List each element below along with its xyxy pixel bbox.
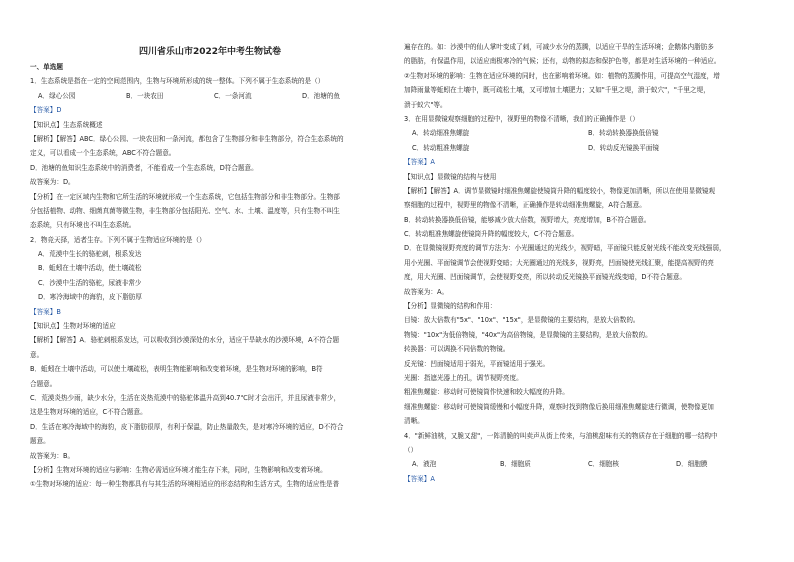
option: A．转动细准焦螺旋 (412, 129, 470, 138)
text-line: 1．生态系统是指在一定的空间范围内，生物与环境所形成的统一整体。下列不属于生态系统的是（） (30, 77, 325, 86)
answer-line: 【答案】A (404, 474, 435, 483)
text-line: ②生物对环境的影响：生物在适应环境的同时，也在影响着环境。如：植物的蒸腾作用，可提高空气湿度，增 (404, 71, 720, 80)
text-line: 【分析】在一定区域内生物和它所生活的环境就形成一个生态系统，它包括生物部分和非生物部分。生物部 (30, 192, 340, 201)
option: C．细胞核 (588, 460, 619, 469)
text-line: 题意。 (30, 437, 50, 446)
text-line: A．荒漠中生长的骆驼刺，根系发达 (38, 250, 142, 259)
text-line: 2．物竞天择，适者生存。下列不属于生物适应环境的是（） (30, 235, 206, 244)
right-column (404, 0, 764, 562)
option: C．转动粗准焦螺旋 (412, 143, 470, 152)
answer-line: 【答案】B (30, 307, 61, 316)
options-row (404, 457, 764, 471)
page-title: 四川省乐山市2022年中考生物试卷 (138, 47, 282, 57)
text-line: B．蚯蚓在土壤中活动，使土壤疏松 (38, 264, 142, 273)
option: D．转动反光镜换平面镜 (588, 143, 660, 152)
option: A．液泡 (412, 460, 437, 469)
text-line: 【分析】生物对环境的适应与影响：生物必需适应环境才能生存下来，同时，生物影响和改变着环境。 (30, 465, 327, 474)
text-line: 【解析】【解答】A．骆驼刺根系发达，可以吸收到沙漠深处的水分，适应干旱缺水的沙漠环境，A不符合题 (30, 336, 340, 345)
options-row (404, 126, 764, 140)
text-line: 态系统，只有环境也不叫生态系统。 (30, 221, 136, 230)
options-row (30, 89, 390, 103)
text-line: D．池塘的鱼知识生态系统中的消费者，不能看成一个生态系统，D符合题意。 (30, 163, 258, 172)
text-line: C．荒漠炎热少雨，缺少水分，生活在炎热荒漠中的骆驼体温升高到40.7℃时才会出汗，并且尿液非常少， (30, 393, 341, 402)
option: D．细胞膜 (676, 460, 708, 469)
text-line: 意。 (30, 350, 44, 359)
text-line: 这是生物对环境的适应，C不符合题意。 (30, 408, 147, 417)
text-line: 察细胞的过程中，视野里的物像不清晰，正确操作是转动细准焦螺旋，A符合题意。 (404, 201, 646, 210)
text-line: 定义，可以看成一个生态系统，ABC不符合题意。 (30, 149, 176, 158)
option: A．绿心公园 (38, 91, 76, 100)
text-line: 【分析】显微镜的结构和作用： (404, 302, 497, 311)
text-line: 故答案为：B。 (30, 451, 75, 460)
text-line: 清晰。 (404, 417, 424, 426)
text-line: 的脂肪，有保温作用，以适应南极寒冷的气候；还有，动物的拟态和保护色等，都是对生活环境的一种适应。 (404, 57, 721, 66)
text-line: 【知识点】显微镜的结构与使用 (404, 172, 497, 181)
text-line: 加降雨量等蚯蚓在土壤中，既可疏松土壤，又可增加土壤肥力；又如"千里之堤，溃于蚁穴"，"千里之堤， (404, 86, 710, 95)
text-line: 粗准焦螺旋：移动时可使镜筒作快速和较大幅度的升降。 (404, 388, 569, 397)
text-line: 故答案为：D。 (30, 178, 75, 187)
option: D．池塘的鱼 (302, 91, 341, 100)
answer-line: 【答案】D (30, 106, 62, 115)
text-line: 分包括植物、动物、细菌真菌等微生物，非生物部分包括阳光、空气、水、土壤、温度等，只有生物不叫生 (30, 206, 340, 215)
text-line: 【解析】【解答】A．调节显微镜时细准焦螺旋使镜筒升降的幅度较小，物像更加清晰，所以在使用显微镜观 (404, 186, 716, 195)
text-line: 遍存在的。如：沙漠中的仙人掌叶变成了刺，可减少水分的蒸腾，以适应干旱的生活环境；企鹅体内脂肪多 (404, 43, 714, 51)
text-line: 细准焦螺旋：移动时可使镜筒缓慢和小幅度升降，观察时找到物像后换用细准焦螺旋进行微调，使物像更加 (404, 402, 714, 411)
text-line: 4．"新鲜油桃，又脆又甜"，一阵清脆的叫卖声从街上传来，与油桃甜味有关的物质存在于细胞的哪一结构中 (404, 431, 718, 440)
text-line: 【知识点】生态系统概述 (30, 120, 103, 129)
text-line: 目镜：放大倍数有"5x"、"10x"、"15x"，是显微镜的主要结构，是放大倍数的。 (404, 316, 640, 325)
text-line: ①生物对环境的适应：每一种生物都具有与其生活的环境相适应的形态结构和生活方式，生物的适应性是普 (30, 480, 340, 489)
answer-line: 【答案】A (404, 158, 435, 167)
option: B．细胞质 (500, 460, 531, 469)
options-row (404, 141, 764, 155)
text-line: 【知识点】生物对环境的适应 (30, 322, 116, 331)
text-line: D．生活在寒冷海域中的海豹，皮下脂肪很厚，有利于保温，防止热量散失，是对寒冷环境的适应，D不符合 (30, 422, 344, 431)
text-line: 3．在用显微镜观察细胞的过程中，视野里的物像不清晰，我们的正确操作是（） (404, 114, 639, 123)
text-line: 合题意。 (30, 379, 57, 388)
text-line: 物镜："10x"为低倍物镜，"40x"为高倍物镜，是显微镜的主要结构，是放大倍数的。 (404, 330, 652, 339)
section-heading: 一、单选题 (30, 63, 63, 71)
text-line: 故答案为：A。 (404, 287, 449, 296)
text-line: C．沙漠中生活的骆驼，尿液非常少 (38, 278, 142, 287)
text-line: C．转动粗准焦螺旋使镜筒升降的幅度较大，C不符合题意。 (404, 230, 579, 239)
text-line: 反光镜：凹面镜适用于弱光，平面镜适用于强光。 (404, 359, 550, 368)
option: B．转动转换器换低倍镜 (588, 129, 659, 138)
text-line: （） (404, 445, 418, 454)
text-line: 【解析】【解答】ABC．绿心公园、一块农田和一条河流，都包含了生物部分和非生物部分，符合生态系统的 (30, 134, 344, 143)
text-line: D．在显微镜视野亮度的调节方法为：小光圈通过的光线少，视野暗，平面镜只能反射光线不能改变光线强弱， (404, 244, 726, 253)
left-column (30, 0, 390, 562)
text-line: 光圈：指遮光器上的孔，调节视野亮度。 (404, 373, 523, 382)
right-body (404, 40, 764, 486)
text-line: 溃于蚁穴"等。 (404, 100, 447, 109)
text-line: 度，用大光圈、凹面镜调节，会使视野变亮，所以转动反光镜换平面镜光线变暗，D不符合题意。 (404, 273, 687, 282)
option: B．一块农田 (126, 91, 164, 100)
left-body (30, 60, 390, 492)
text-line: B．蚯蚓在土壤中活动，可以使土壤疏松，表明生物能影响和改变着环境，是生物对环境的影响，B符 (30, 365, 323, 374)
text-line: 用小光圈、平面镜调节会使视野变暗；大光圈通过的光线多，视野亮，凹面镜使光线汇聚，能提高视野的亮 (404, 258, 714, 267)
text-line: 转换器：可以调换不同倍数的物镜。 (404, 345, 510, 354)
text-line: B．转动转换器换低倍镜，能够减少放大倍数，视野增大，亮度增加，B不符合题意。 (404, 215, 651, 224)
option: C．一条河流 (214, 91, 252, 100)
text-line: D．寒冷海域中的海豹，皮下脂肪厚 (38, 293, 142, 302)
